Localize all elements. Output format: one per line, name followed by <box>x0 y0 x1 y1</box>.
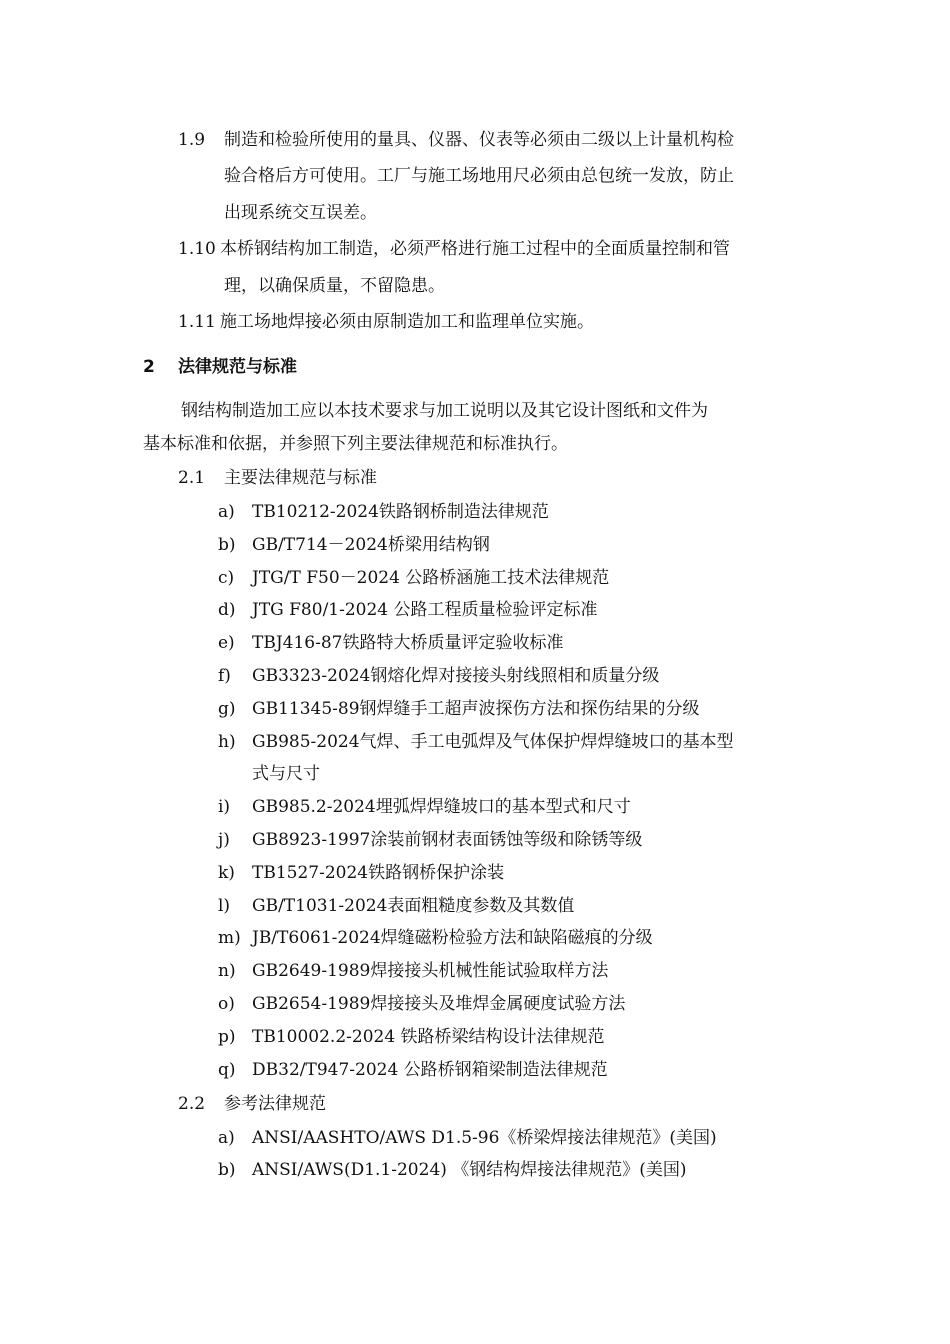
clause-number: 1.11 <box>178 312 216 332</box>
list-marker: p) <box>218 1027 236 1047</box>
standard-item: JTG/T F50－2024 公路桥涵施工技术法律规范 <box>252 568 610 588</box>
list-marker: l) <box>218 896 231 916</box>
standard-item: TB1527-2024铁路钢桥保护涂装 <box>252 863 505 883</box>
list-marker: n) <box>218 961 236 981</box>
standard-item: DB32/T947-2024 公路桥钢箱梁制造法律规范 <box>252 1060 608 1080</box>
standard-item: GB/T714－2024桥梁用结构钢 <box>252 535 490 555</box>
standard-item: GB11345-89钢焊缝手工超声波探伤方法和探伤结果的分级 <box>252 699 700 719</box>
standard-item: GB8923-1997涂装前钢材表面锈蚀等级和除锈等级 <box>252 830 643 850</box>
list-marker: h) <box>218 732 236 752</box>
clause-number: 1.10 <box>178 239 216 259</box>
standard-item: GB3323-2024钢熔化焊对接接头射线照相和质量分级 <box>252 666 660 686</box>
list-marker: b) <box>218 1160 236 1180</box>
clause-number: 1.9 <box>178 130 206 150</box>
subsection-title: 主要法律规范与标准 <box>224 468 377 488</box>
list-marker: c) <box>218 568 235 588</box>
list-marker: g) <box>218 699 236 719</box>
clause-text: 本桥钢结构加工制造，必须严格进行施工过程中的全面质量控制和管 <box>220 239 730 259</box>
list-marker: a) <box>218 502 235 522</box>
clause-text: 制造和检验所使用的量具、仪器、仪表等必须由二级以上计量机构检 <box>224 130 734 150</box>
list-marker: a) <box>218 1128 235 1148</box>
list-marker: k) <box>218 863 235 883</box>
standard-item: TB10212-2024铁路钢桥制造法律规范 <box>252 502 549 522</box>
intro-paragraph: 基本标准和依据，并参照下列主要法律规范和标准执行。 <box>143 434 568 454</box>
list-marker: d) <box>218 600 236 620</box>
standard-item: GB2654-1989焊接接头及堆焊金属硬度试验方法 <box>252 994 626 1014</box>
standard-item: GB985-2024气焊、手工电弧焊及气体保护焊焊缝坡口的基本型 <box>252 732 734 752</box>
reference-item: ANSI/AWS(D1.1-2024) 《钢结构焊接法律规范》(美国) <box>252 1160 687 1180</box>
standard-item: GB985.2-2024埋弧焊焊缝坡口的基本型式和尺寸 <box>252 797 631 817</box>
clause-text: 理，以确保质量，不留隐患。 <box>224 276 445 296</box>
standard-item: GB/T1031-2024表面粗糙度参数及其数值 <box>252 896 575 916</box>
section-title: 法律规范与标准 <box>178 357 297 377</box>
standard-item: JB/T6061-2024焊缝磁粉检验方法和缺陷磁痕的分级 <box>252 928 653 948</box>
list-marker: j) <box>218 830 230 850</box>
list-marker: b) <box>218 535 236 555</box>
subsection-title: 参考法律规范 <box>224 1094 326 1114</box>
list-marker: f) <box>218 666 231 686</box>
list-marker: q) <box>218 1060 236 1080</box>
clause-text: 施工场地焊接必须由原制造加工和监理单位实施。 <box>220 312 594 332</box>
clause-text: 出现系统交互误差。 <box>224 203 377 223</box>
list-marker: o) <box>218 994 235 1014</box>
section-number: 2 <box>143 357 155 377</box>
reference-item: ANSI/AASHTO/AWS D1.5-96《桥梁焊接法律规范》(美国) <box>252 1128 717 1148</box>
standard-item: TB10002.2-2024 铁路桥梁结构设计法律规范 <box>252 1027 605 1047</box>
subsection-number: 2.1 <box>178 468 206 488</box>
standard-item-continuation: 式与尺寸 <box>252 764 320 784</box>
list-marker: m) <box>218 928 241 948</box>
clause-text: 验合格后方可使用。工厂与施工场地用尺必须由总包统一发放，防止 <box>224 166 734 186</box>
subsection-number: 2.2 <box>178 1094 206 1114</box>
intro-paragraph: 钢结构制造加工应以本技术要求与加工说明以及其它设计图纸和文件为 <box>181 401 708 421</box>
standard-item: TBJ416-87铁路特大桥质量评定验收标准 <box>252 633 564 653</box>
list-marker: i) <box>218 797 231 817</box>
standard-item: GB2649-1989焊接接头机械性能试验取样方法 <box>252 961 609 981</box>
standard-item: JTG F80/1-2024 公路工程质量检验评定标准 <box>252 600 598 620</box>
list-marker: e) <box>218 633 235 653</box>
